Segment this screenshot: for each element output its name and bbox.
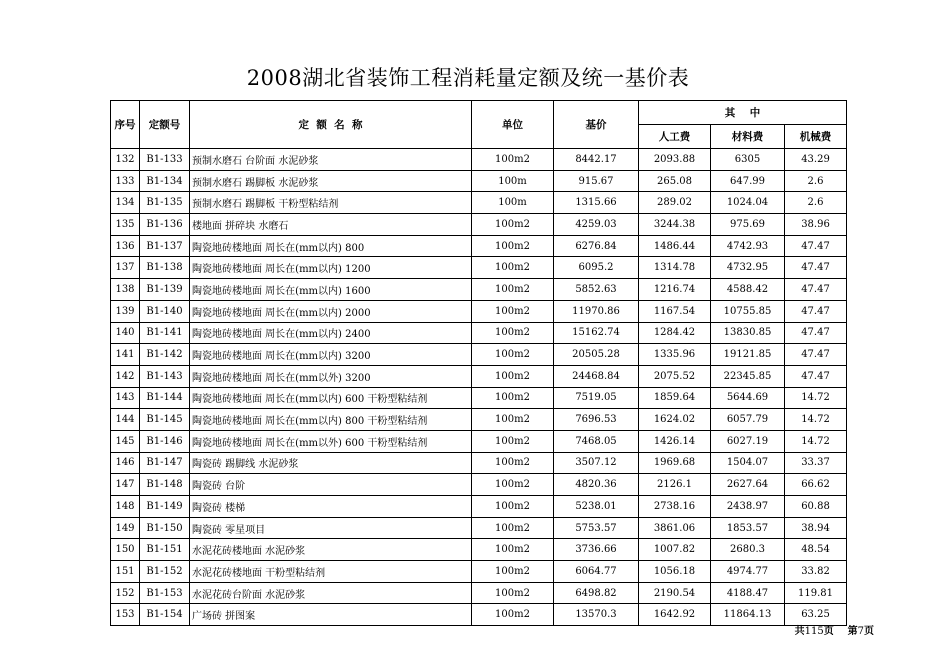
cell-unit: 100m2: [472, 474, 554, 496]
table-body: [111, 149, 847, 626]
cell-unit: 100m: [472, 170, 554, 192]
table-row: [111, 322, 847, 344]
cell-material: 6057.79: [711, 409, 785, 431]
cell-material: 2680.3: [711, 539, 785, 561]
header-group: 其 中: [639, 101, 847, 125]
cell-seq: 132: [111, 149, 140, 171]
cell-code: B1-140: [140, 300, 190, 322]
cell-base-price: 7696.53: [554, 409, 639, 431]
table-row: [111, 539, 847, 561]
cell-code: B1-136: [140, 214, 190, 236]
table-row: [111, 257, 847, 279]
cell-code: B1-153: [140, 582, 190, 604]
cell-unit: 100m2: [472, 496, 554, 518]
table-row: [111, 430, 847, 452]
cell-machine: 47.47: [785, 279, 847, 301]
cell-machine: 14.72: [785, 430, 847, 452]
cell-code: B1-135: [140, 192, 190, 214]
cell-code: B1-151: [140, 539, 190, 561]
cell-seq: 152: [111, 582, 140, 604]
cell-code: B1-150: [140, 517, 190, 539]
table-row: [111, 387, 847, 409]
table-row: [111, 149, 847, 171]
cell-name: 陶瓷砖 台阶: [190, 474, 472, 496]
cell-material: 975.69: [711, 214, 785, 236]
cell-seq: 137: [111, 257, 140, 279]
cell-name: 陶瓷地砖楼地面 周长在(mm以内) 600 干粉型粘结剂: [190, 387, 472, 409]
cell-base-price: 3736.66: [554, 539, 639, 561]
cell-base-price: 4820.36: [554, 474, 639, 496]
table-row: [111, 344, 847, 366]
cell-machine: 47.47: [785, 257, 847, 279]
cell-machine: 43.29: [785, 149, 847, 171]
cell-name: 广场砖 拼图案: [190, 604, 472, 626]
cell-code: B1-142: [140, 344, 190, 366]
cell-seq: 139: [111, 300, 140, 322]
cell-unit: 100m2: [472, 539, 554, 561]
cell-labor: 1216.74: [639, 279, 711, 301]
cell-name: 陶瓷地砖楼地面 周长在(mm以内) 2400: [190, 322, 472, 344]
cell-name: 水泥花砖楼地面 水泥砂浆: [190, 539, 472, 561]
header-material: 材料费: [711, 125, 785, 149]
cell-name: 陶瓷地砖楼地面 周长在(mm以内) 800 干粉型粘结剂: [190, 409, 472, 431]
cell-base-price: 6498.82: [554, 582, 639, 604]
cell-base-price: 11970.86: [554, 300, 639, 322]
cell-material: 2438.97: [711, 496, 785, 518]
cell-material: 22345.85: [711, 365, 785, 387]
cell-labor: 1624.02: [639, 409, 711, 431]
page-title: 2008湖北省装饰工程消耗量定额及统一基价表: [246, 66, 690, 90]
cell-base-price: 15162.74: [554, 322, 639, 344]
page-footer: [795, 622, 874, 637]
cell-seq: 147: [111, 474, 140, 496]
table-row: [111, 561, 847, 583]
cell-code: B1-154: [140, 604, 190, 626]
header-seq: 序号: [111, 101, 140, 149]
total-pages-suffix: 页: [823, 626, 834, 637]
cell-name: 陶瓷砖 零星项目: [190, 517, 472, 539]
cell-name: 水泥花砖台阶面 水泥砂浆: [190, 582, 472, 604]
cell-seq: 144: [111, 409, 140, 431]
cell-base-price: 5238.01: [554, 496, 639, 518]
cell-labor: 2093.88: [639, 149, 711, 171]
cell-seq: 145: [111, 430, 140, 452]
header-labor: 人工费: [639, 125, 711, 149]
cell-unit: 100m2: [472, 387, 554, 409]
cell-labor: 2190.54: [639, 582, 711, 604]
cell-seq: 143: [111, 387, 140, 409]
current-page-suffix: 页: [864, 626, 874, 637]
cell-code: B1-133: [140, 149, 190, 171]
quota-table: [110, 100, 847, 626]
cell-code: B1-144: [140, 387, 190, 409]
cell-seq: 149: [111, 517, 140, 539]
table-row: [111, 365, 847, 387]
cell-code: B1-137: [140, 235, 190, 257]
cell-code: B1-139: [140, 279, 190, 301]
cell-labor: 3244.38: [639, 214, 711, 236]
cell-machine: 2.6: [785, 192, 847, 214]
cell-base-price: 6064.77: [554, 561, 639, 583]
cell-base-price: 24468.84: [554, 365, 639, 387]
cell-labor: 1007.82: [639, 539, 711, 561]
cell-seq: 141: [111, 344, 140, 366]
cell-machine: 47.47: [785, 235, 847, 257]
cell-seq: 135: [111, 214, 140, 236]
cell-name: 陶瓷地砖楼地面 周长在(mm以内) 2000: [190, 300, 472, 322]
cell-code: B1-141: [140, 322, 190, 344]
cell-unit: 100m2: [472, 409, 554, 431]
cell-unit: 100m2: [472, 452, 554, 474]
cell-base-price: 1315.66: [554, 192, 639, 214]
cell-machine: 47.47: [785, 344, 847, 366]
cell-seq: 140: [111, 322, 140, 344]
cell-unit: 100m2: [472, 582, 554, 604]
cell-machine: 60.88: [785, 496, 847, 518]
cell-unit: 100m2: [472, 344, 554, 366]
cell-code: B1-145: [140, 409, 190, 431]
cell-material: 5644.69: [711, 387, 785, 409]
cell-labor: 3861.06: [639, 517, 711, 539]
cell-labor: 2126.1: [639, 474, 711, 496]
cell-unit: 100m2: [472, 279, 554, 301]
cell-base-price: 3507.12: [554, 452, 639, 474]
cell-machine: 2.6: [785, 170, 847, 192]
cell-base-price: 6276.84: [554, 235, 639, 257]
cell-labor: 1426.14: [639, 430, 711, 452]
cell-code: B1-152: [140, 561, 190, 583]
cell-name: 水泥花砖楼地面 干粉型粘结剂: [190, 561, 472, 583]
table-row: [111, 517, 847, 539]
table-row: [111, 604, 847, 626]
cell-unit: 100m2: [472, 430, 554, 452]
table-row: [111, 496, 847, 518]
cell-machine: 47.47: [785, 365, 847, 387]
cell-code: B1-143: [140, 365, 190, 387]
cell-labor: 2075.52: [639, 365, 711, 387]
cell-seq: 133: [111, 170, 140, 192]
cell-machine: 63.25: [785, 604, 847, 626]
table-row: [111, 474, 847, 496]
table-row: [111, 582, 847, 604]
cell-name: 楼地面 拼碎块 水磨石: [190, 214, 472, 236]
cell-seq: 136: [111, 235, 140, 257]
table-row: [111, 300, 847, 322]
cell-labor: 1314.78: [639, 257, 711, 279]
cell-material: 1504.07: [711, 452, 785, 474]
header-base-price: 基价: [554, 101, 639, 149]
cell-machine: 66.62: [785, 474, 847, 496]
cell-material: 1024.04: [711, 192, 785, 214]
cell-seq: 138: [111, 279, 140, 301]
cell-base-price: 5753.57: [554, 517, 639, 539]
cell-unit: 100m2: [472, 235, 554, 257]
cell-name: 陶瓷地砖楼地面 周长在(mm以内) 1200: [190, 257, 472, 279]
cell-name: 陶瓷砖 楼梯: [190, 496, 472, 518]
cell-labor: 1335.96: [639, 344, 711, 366]
cell-material: 1853.57: [711, 517, 785, 539]
table-row: [111, 409, 847, 431]
cell-material: 647.99: [711, 170, 785, 192]
cell-base-price: 915.67: [554, 170, 639, 192]
header-unit: 单位: [472, 101, 554, 149]
cell-base-price: 20505.28: [554, 344, 639, 366]
cell-material: 19121.85: [711, 344, 785, 366]
cell-material: 10755.85: [711, 300, 785, 322]
table-row: [111, 214, 847, 236]
cell-labor: 2738.16: [639, 496, 711, 518]
cell-name: 预制水磨石 台阶面 水泥砂浆: [190, 149, 472, 171]
cell-material: 6027.19: [711, 430, 785, 452]
table-row: [111, 235, 847, 257]
cell-machine: 47.47: [785, 300, 847, 322]
cell-seq: 153: [111, 604, 140, 626]
cell-name: 陶瓷地砖楼地面 周长在(mm以内) 1600: [190, 279, 472, 301]
cell-unit: 100m2: [472, 604, 554, 626]
cell-machine: 38.94: [785, 517, 847, 539]
cell-code: B1-134: [140, 170, 190, 192]
cell-machine: 48.54: [785, 539, 847, 561]
cell-name: 预制水磨石 踢脚板 干粉型粘结剂: [190, 192, 472, 214]
cell-seq: 151: [111, 561, 140, 583]
cell-base-price: 6095.2: [554, 257, 639, 279]
cell-name: 陶瓷地砖楼地面 周长在(mm以外) 3200: [190, 365, 472, 387]
cell-code: B1-146: [140, 430, 190, 452]
cell-seq: 148: [111, 496, 140, 518]
cell-base-price: 7519.05: [554, 387, 639, 409]
cell-material: 4974.77: [711, 561, 785, 583]
cell-labor: 1486.44: [639, 235, 711, 257]
cell-labor: 1056.18: [639, 561, 711, 583]
cell-unit: 100m2: [472, 561, 554, 583]
table-row: [111, 452, 847, 474]
current-page: 7: [857, 626, 864, 637]
cell-material: 2627.64: [711, 474, 785, 496]
cell-unit: 100m2: [472, 322, 554, 344]
cell-machine: 14.72: [785, 409, 847, 431]
cell-machine: 119.81: [785, 582, 847, 604]
cell-material: 4742.93: [711, 235, 785, 257]
cell-base-price: 13570.3: [554, 604, 639, 626]
cell-labor: 1642.92: [639, 604, 711, 626]
cell-unit: 100m2: [472, 517, 554, 539]
cell-seq: 150: [111, 539, 140, 561]
cell-labor: 1167.54: [639, 300, 711, 322]
table-row: [111, 279, 847, 301]
cell-unit: 100m2: [472, 300, 554, 322]
header-code: 定额号: [140, 101, 190, 149]
cell-material: 11864.13: [711, 604, 785, 626]
cell-labor: 1969.68: [639, 452, 711, 474]
total-pages: 115: [804, 626, 824, 637]
cell-base-price: 4259.03: [554, 214, 639, 236]
cell-material: 6305: [711, 149, 785, 171]
cell-code: B1-148: [140, 474, 190, 496]
cell-machine: 47.47: [785, 322, 847, 344]
cell-labor: 265.08: [639, 170, 711, 192]
cell-name: 陶瓷地砖楼地面 周长在(mm以内) 800: [190, 235, 472, 257]
cell-material: 4588.42: [711, 279, 785, 301]
cell-unit: 100m2: [472, 149, 554, 171]
cell-machine: 33.37: [785, 452, 847, 474]
cell-material: 13830.85: [711, 322, 785, 344]
cell-machine: 14.72: [785, 387, 847, 409]
header-name: 定 额 名 称: [190, 101, 472, 149]
cell-name: 预制水磨石 踢脚板 水泥砂浆: [190, 170, 472, 192]
cell-labor: 289.02: [639, 192, 711, 214]
cell-seq: 134: [111, 192, 140, 214]
cell-unit: 100m2: [472, 365, 554, 387]
cell-machine: 33.82: [785, 561, 847, 583]
cell-code: B1-138: [140, 257, 190, 279]
header-machine: 机械费: [785, 125, 847, 149]
cell-name: 陶瓷砖 踢脚线 水泥砂浆: [190, 452, 472, 474]
cell-code: B1-147: [140, 452, 190, 474]
cell-material: 4188.47: [711, 582, 785, 604]
cell-labor: 1284.42: [639, 322, 711, 344]
cell-unit: 100m2: [472, 214, 554, 236]
cell-base-price: 7468.05: [554, 430, 639, 452]
table-row: [111, 170, 847, 192]
cell-code: B1-149: [140, 496, 190, 518]
cell-name: 陶瓷地砖楼地面 周长在(mm以外) 600 干粉型粘结剂: [190, 430, 472, 452]
cell-machine: 38.96: [785, 214, 847, 236]
cell-seq: 146: [111, 452, 140, 474]
cell-seq: 142: [111, 365, 140, 387]
table-row: [111, 192, 847, 214]
cell-unit: 100m2: [472, 257, 554, 279]
cell-name: 陶瓷地砖楼地面 周长在(mm以内) 3200: [190, 344, 472, 366]
cell-unit: 100m: [472, 192, 554, 214]
cell-labor: 1859.64: [639, 387, 711, 409]
cell-base-price: 8442.17: [554, 149, 639, 171]
cell-base-price: 5852.63: [554, 279, 639, 301]
total-pages-prefix: 共: [794, 626, 805, 637]
current-page-prefix: 第: [847, 626, 858, 637]
cell-material: 4732.95: [711, 257, 785, 279]
